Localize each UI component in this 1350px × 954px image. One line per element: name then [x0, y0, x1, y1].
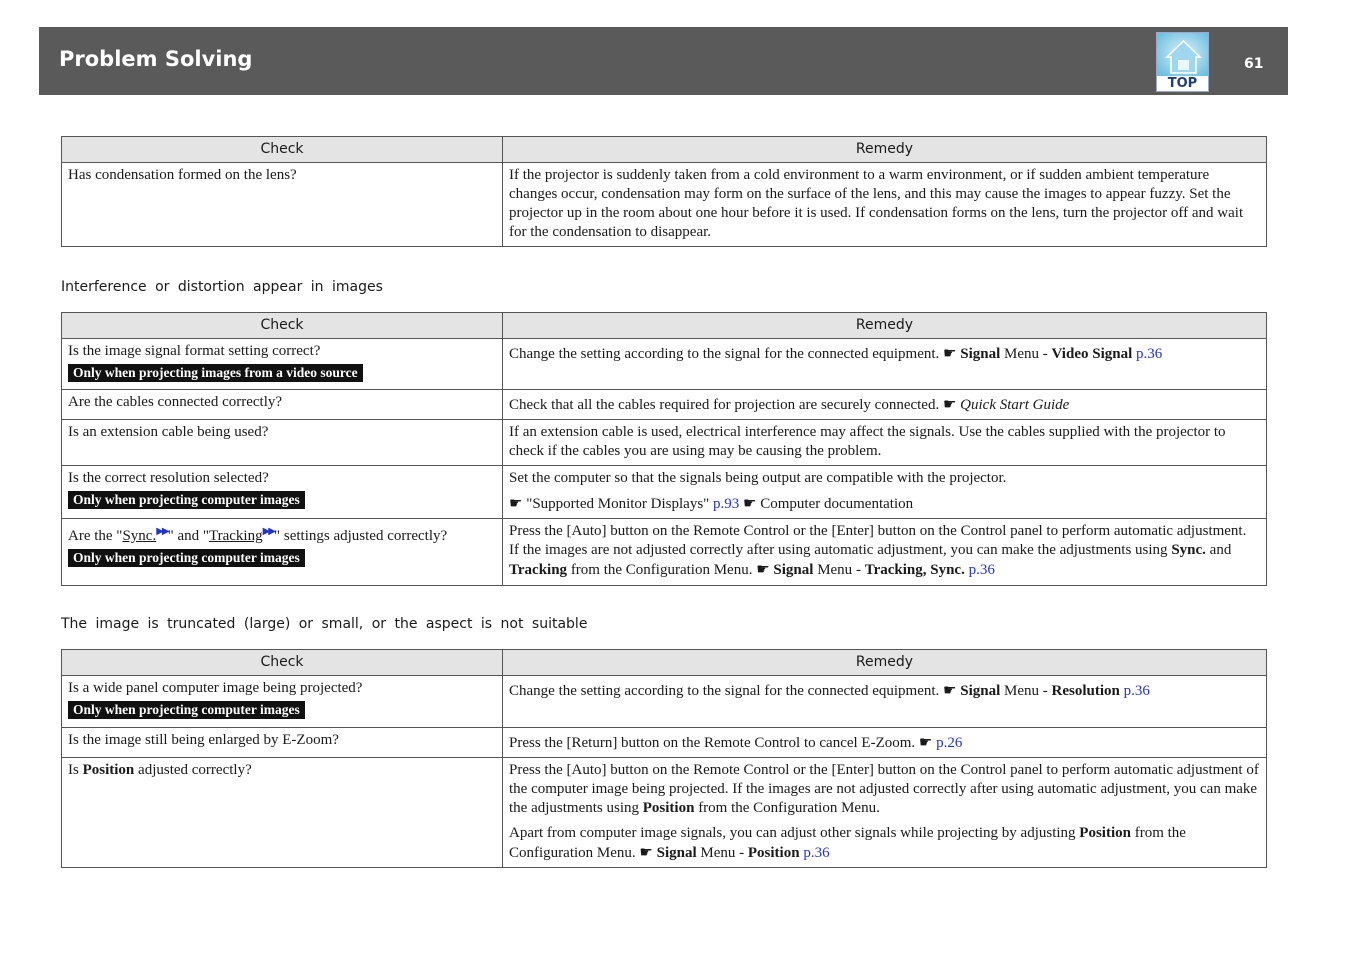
page-link[interactable]: p.36	[1123, 683, 1150, 699]
section-title: The image is truncated (large) or small, or the aspect is not suitable	[61, 616, 588, 632]
remedy-text: Press the [Auto] button on the Remote Control or the [Enter] button on the Control panel to perform automatic adjustment. If the images are not adjusted correctly after using automatic adjustment, you can make the adjustments using	[509, 523, 1247, 558]
reference-text: Computer documentation	[760, 496, 914, 512]
remedy-cell	[503, 728, 1267, 758]
check-cell: Has condensation formed on the lens?	[62, 163, 503, 247]
page-link[interactable]: p.26	[936, 735, 963, 751]
pointing-hand-icon: ☛	[918, 733, 933, 751]
remedy-header: Remedy	[503, 313, 1267, 339]
menu-name: Signal	[656, 845, 697, 861]
menu-item: Resolution	[1051, 683, 1120, 699]
table-row	[62, 163, 1267, 247]
remedy-cell	[503, 390, 1267, 420]
condition-badge: Only when projecting computer images	[68, 701, 305, 719]
page-header	[39, 27, 1288, 95]
page-link[interactable]: p.36	[968, 562, 995, 578]
menu-item: Position	[747, 845, 800, 861]
page-link[interactable]: p.36	[1136, 346, 1163, 362]
pointing-hand-icon: ☛	[942, 395, 957, 413]
pointing-hand-icon: ☛	[509, 494, 523, 512]
check-cell	[62, 519, 503, 586]
table-row	[62, 676, 1267, 728]
remedy-text: Change the setting according to the signal for the connected equipment.	[509, 346, 940, 362]
section-title: Interference or distortion appear in images	[61, 279, 383, 295]
condition-badge: Only when projecting computer images	[68, 549, 305, 567]
top-label: TOP	[1157, 76, 1208, 91]
pointing-hand-icon: ☛	[756, 560, 770, 578]
pointing-hand-icon: ☛	[639, 843, 653, 861]
remedy-cell	[503, 466, 1267, 519]
check-cell: Is Position adjusted correctly?	[62, 758, 503, 868]
pointing-hand-icon: ☛	[943, 681, 957, 699]
sync-link[interactable]: Sync.	[122, 528, 157, 544]
remedy-cell: Change the setting according to the signal for the connected equipment. ☛ Signal Menu - Resolution p.36	[503, 676, 1267, 728]
page-link[interactable]: p.93	[713, 496, 740, 512]
remedy-text: Press the [Return] button on the Remote Control to cancel E-Zoom.	[509, 735, 916, 751]
page-title: Problem Solving	[59, 47, 253, 71]
check-cell	[62, 676, 503, 728]
remedy-cell: Press the [Auto] button on the Remote Control or the [Enter] button on the Control panel to perform automatic adjustment. If the images are not adjusted correctly after using automatic adjustment, you can make the adjustments using Sync. and Tracking from the Configuration Menu. ☛ Signal Menu - Tracking, Sync. p.36	[503, 519, 1267, 586]
top-button[interactable]	[1156, 32, 1209, 92]
condensation-table	[61, 136, 1267, 247]
check-header: Check	[62, 313, 503, 339]
remedy-header: Remedy	[503, 650, 1267, 676]
remedy-text: Set the computer so that the signals being output are compatible with the projector.	[509, 470, 1007, 486]
menu-word: Menu	[1004, 346, 1040, 362]
pointing-hand-icon: ☛	[943, 344, 957, 362]
table-row	[62, 339, 1267, 390]
remedy-text: Check that all the cables required for projection are securely connected.	[509, 397, 940, 413]
check-cell: Is an extension cable being used?	[62, 420, 503, 466]
table-row	[62, 519, 1267, 586]
table-row	[62, 420, 1267, 466]
check-cell: Is the image still being enlarged by E-Zoom?	[62, 728, 503, 758]
remedy-cell: If the projector is suddenly taken from a cold environment to a warm environment, or if sudden ambient temperature changes occur, condensation may form on the surface of the lens, and this may cause the images to appear fuzzy. Set the projector up in the room about one hour before it is used. If condensation forms on the lens, turn the projector off and wait for the condensation to disappear.	[503, 163, 1267, 247]
menu-name: Signal	[960, 346, 1001, 362]
remedy-paragraph: Apart from computer image signals, you can adjust other signals while projecting by adjusting Position from the Configuration Menu. ☛ Signal Menu - Position p.36	[509, 825, 1186, 861]
house-top-icon	[1157, 33, 1209, 79]
remedy-header: Remedy	[503, 137, 1267, 163]
condition-badge: Only when projecting images from a video source	[68, 364, 363, 382]
remedy-text: Change the setting according to the signal for the connected equipment.	[509, 683, 940, 699]
table-row	[62, 390, 1267, 420]
bold-term: Sync.	[1171, 542, 1206, 558]
page-link[interactable]: p.36	[803, 845, 830, 861]
guide-reference: Quick Start Guide	[960, 397, 1070, 413]
check-cell: Are the cables connected correctly?	[62, 390, 503, 420]
condition-badge: Only when projecting computer images	[68, 491, 305, 509]
bold-term: Tracking	[509, 562, 568, 578]
check-cell	[62, 339, 503, 390]
menu-item: Tracking	[864, 562, 923, 578]
interference-table	[61, 312, 1267, 586]
double-arrow-icon: ▶▶	[156, 526, 168, 537]
remedy-cell	[503, 339, 1267, 390]
menu-item: Video Signal	[1051, 346, 1133, 362]
menu-item: Sync.	[930, 562, 965, 578]
check-header: Check	[62, 650, 503, 676]
bold-term: Position	[642, 800, 695, 816]
check-text: Are the "Sync.▶▶" and "Tracking▶▶" settings adjusted correctly?	[68, 526, 448, 544]
remedy-references	[509, 494, 1260, 514]
pointing-hand-icon: ☛	[743, 494, 757, 512]
table-row	[62, 758, 1267, 868]
bold-term: Position	[82, 762, 135, 778]
dash: -	[1042, 346, 1048, 362]
table-row	[62, 728, 1267, 758]
check-header: Check	[62, 137, 503, 163]
remedy-paragraph: Press the [Auto] button on the Remote Control or the [Enter] button on the Control panel to perform automatic adjustment of the computer image being projected. If the images are not adjusted correctly after using automatic adjustment, you can make the adjustments using Position from the Configuration Menu.	[509, 762, 1259, 816]
menu-name: Signal	[960, 683, 1001, 699]
aspect-table	[61, 649, 1267, 868]
check-text: Is a wide panel computer image being projected?	[68, 680, 363, 696]
check-cell	[62, 466, 503, 519]
page-number: 61	[1244, 56, 1264, 72]
check-text: Is the image signal format setting correct?	[68, 343, 321, 359]
remedy-cell: If an extension cable is used, electrical interference may affect the signals. Use the cables supplied with the projector to check if the cables you are using may be causing the problem.	[503, 420, 1267, 466]
menu-name: Signal	[773, 562, 814, 578]
bold-term: Position	[1079, 825, 1131, 841]
remedy-cell	[503, 758, 1267, 868]
double-arrow-icon: ▶▶	[262, 526, 274, 537]
table-row	[62, 466, 1267, 519]
check-text: Is the correct resolution selected?	[68, 470, 269, 486]
reference-text: "Supported Monitor Displays"	[526, 496, 710, 512]
tracking-link[interactable]: Tracking	[208, 528, 263, 544]
